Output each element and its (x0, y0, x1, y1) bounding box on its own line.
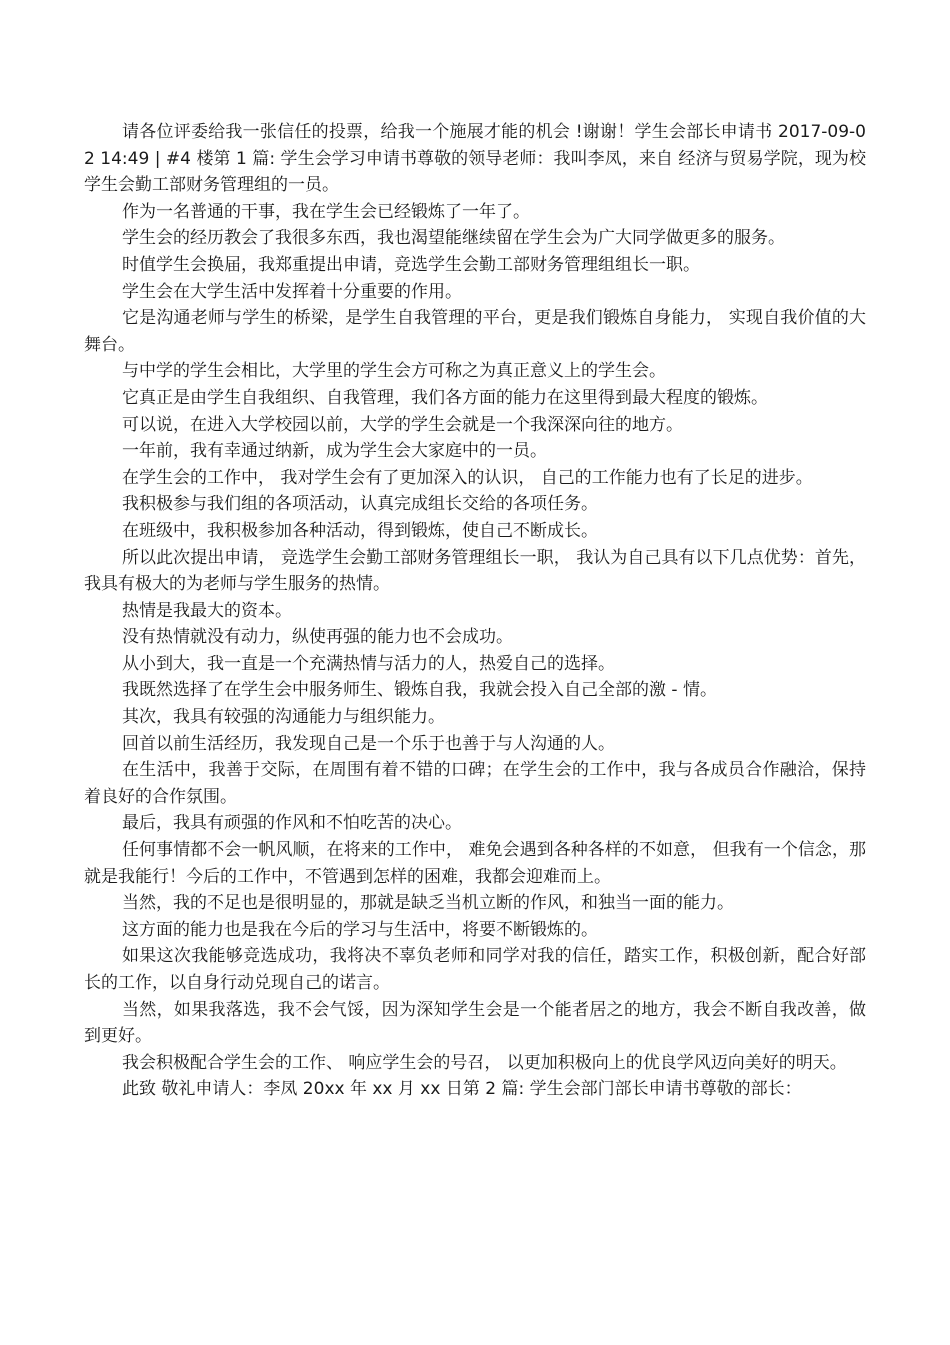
paragraph: 回首以前生活经历，我发现自己是一个乐于也善于与人沟通的人。 (122, 733, 615, 754)
paragraph: 当然，我的不足也是很明显的，那就是缺乏当机立断的作风，和独当一面的能力。 (122, 893, 734, 914)
paragraph: 这方面的能力也是我在今后的学习与生活中，将要不断锻炼的。 (122, 919, 598, 940)
paragraph: 在班级中，我积极参加各种活动，得到锻炼，使自己不断成长。 (122, 520, 598, 541)
paragraph: 我既然选择了在学生会中服务师生、锻炼自我，我就会投入自己全部的激 - 情。 (122, 680, 717, 701)
paragraph: 此致 敬礼申请人：李凤 20xx 年 xx 月 xx 日第 2 篇: 学生会部门部长申请书尊敬的部长： (122, 1079, 802, 1100)
paragraph: 可以说，在进入大学校园以前，大学的学生会就是一个我深深向往的地方。 (122, 414, 683, 435)
paragraph: 最后，我具有顽强的作风和不怕吃苦的决心。 (122, 813, 462, 834)
paragraph: 在学生会的工作中， 我对学生会有了更加深入的认识， 自己的工作能力也有了长足的进步。 (122, 467, 813, 488)
paragraph: 学生会在大学生活中发挥着十分重要的作用。 (122, 281, 462, 302)
document-body (84, 119, 866, 1103)
paragraph: 如果这次我能够竞选成功，我将决不辜负老师和同学对我的信任，踏实工作，积极创新，配合好部长的工作，以自身行动兑现自己的诺言。 (84, 946, 866, 993)
paragraph: 与中学的学生会相比，大学里的学生会方可称之为真正意义上的学生会。 (122, 361, 666, 382)
paragraph: 时值学生会换届，我郑重提出申请，竞选学生会勤工部财务管理组组长一职。 (122, 254, 700, 275)
paragraph: 一年前，我有幸通过纳新，成为学生会大家庭中的一员。 (122, 441, 547, 462)
paragraph: 没有热情就没有动力，纵使再强的能力也不会成功。 (122, 627, 513, 648)
paragraph: 热情是我最大的资本。 (122, 600, 292, 621)
paragraph: 作为一名普通的干事，我在学生会已经锻炼了一年了。 (122, 201, 530, 222)
paragraph: 它是沟通老师与学生的桥梁，是学生自我管理的平台，更是我们锻炼自身能力， 实现自我价值的大舞台。 (84, 308, 866, 355)
paragraph: 所以此次提出申请， 竞选学生会勤工部财务管理组长一职， 我认为自己具有以下几点优势：首先，我具有极大的为老师与学生服务的热情。 (84, 547, 866, 595)
paragraph: 在生活中，我善于交际，在周围有着不错的口碑；在学生会的工作中，我与各成员合作融洽，保持着良好的合作氛围。 (84, 760, 866, 807)
paragraph: 学生会的经历教会了我很多东西，我也渴望能继续留在学生会为广大同学做更多的服务。 (122, 228, 785, 249)
paragraph: 请各位评委给我一张信任的投票，给我一个施展才能的机会 !谢谢！学生会部长申请书 2017-09-02 14:49 | #4 楼第 1 篇: 学生会学习申请书尊敬的领导老师：我叫李凤，来自 经济与贸易学院，现为校学生会勤工部财务管理组的一员。 (84, 122, 866, 196)
paragraph: 我会积极配合学生会的工作、 响应学生会的号召， 以更加积极向上的优良学风迈向美好的明天。 (122, 1052, 847, 1073)
paragraph: 从小到大，我一直是一个充满热情与活力的人，热爱自己的选择。 (122, 653, 615, 674)
paragraph: 我积极参与我们组的各项活动，认真完成组长交给的各项任务。 (122, 494, 598, 515)
paragraph: 它真正是由学生自我组织、自我管理，我们各方面的能力在这里得到最大程度的锻炼。 (122, 387, 768, 408)
paragraph: 任何事情都不会一帆风顺，在将来的工作中， 难免会遇到各种各样的不如意， 但我有一个信念，那就是我能行！今后的工作中，不管遇到怎样的困难，我都会迎难而上。 (84, 840, 866, 887)
paragraph: 其次，我具有较强的沟通能力与组织能力。 (122, 707, 445, 728)
paragraph: 当然，如果我落选，我不会气馁，因为深知学生会是一个能者居之的地方，我会不断自我改善，做到更好。 (84, 999, 866, 1047)
